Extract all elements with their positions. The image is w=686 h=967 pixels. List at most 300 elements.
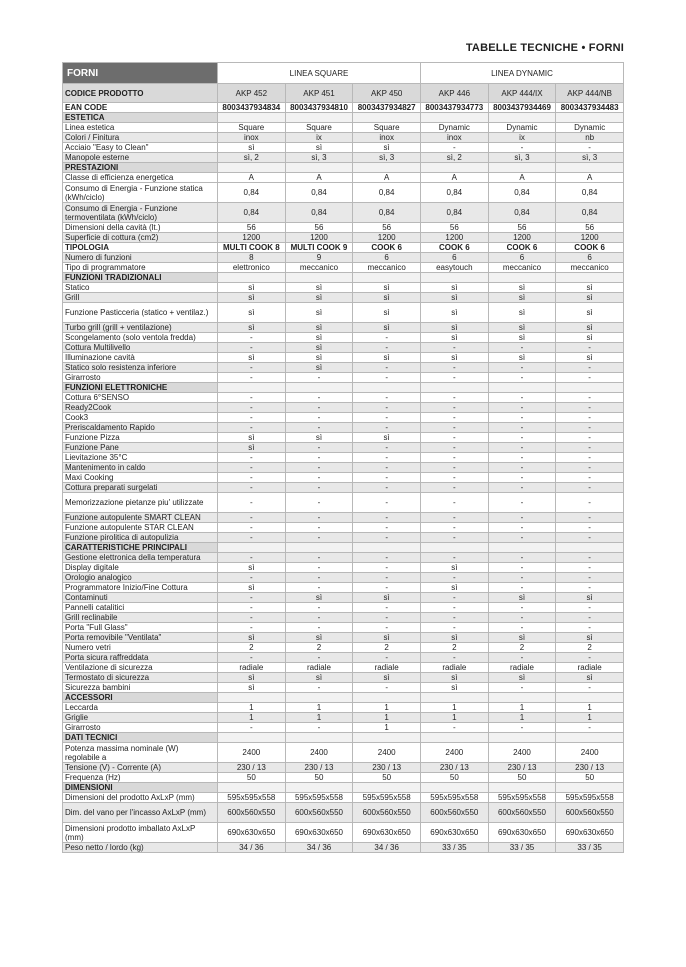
row-label: Tipo di programmatore [63, 263, 218, 273]
cell-value: 56 [285, 223, 353, 233]
cell-value: - [421, 463, 489, 473]
cell-value: sì [353, 323, 421, 333]
cell-value: 230 / 13 [421, 763, 489, 773]
cell-value: 595x595x558 [488, 793, 556, 803]
cell-value: - [218, 653, 286, 663]
cell-value: - [421, 443, 489, 453]
table-row [63, 463, 624, 473]
table-row [63, 183, 624, 203]
table-row [63, 633, 624, 643]
table-row [63, 663, 624, 673]
table-row [63, 593, 624, 603]
row-label: Potenza massima nominale (W) regolabile a [63, 743, 218, 763]
section-row [63, 163, 624, 173]
cell-value: sì [353, 353, 421, 363]
cell-value: - [488, 573, 556, 583]
section-blank-cell [353, 543, 421, 553]
cell-value: ix [285, 133, 353, 143]
section-blank-cell [353, 733, 421, 743]
table-row [63, 403, 624, 413]
cell-value: meccanico [353, 263, 421, 273]
cell-value: inox [421, 133, 489, 143]
row-label: Funzione autopulente SMART CLEAN [63, 513, 218, 523]
cell-value: AKP 452 [218, 84, 286, 103]
cell-value: - [218, 423, 286, 433]
section-blank-cell [421, 783, 489, 793]
row-label: Contaminuti [63, 593, 218, 603]
cell-value: sì [488, 353, 556, 363]
table-row [63, 573, 624, 583]
cell-value: Square [285, 123, 353, 133]
cell-value: 33 / 35 [488, 843, 556, 853]
section-blank-cell [488, 693, 556, 703]
cell-value: sì [353, 433, 421, 443]
cell-value: sì [218, 633, 286, 643]
section-blank-cell [421, 273, 489, 283]
cell-value: 2400 [556, 743, 624, 763]
cell-value: 6 [421, 253, 489, 263]
cell-value: - [488, 393, 556, 403]
cell-value: - [556, 453, 624, 463]
cell-value: sì [218, 683, 286, 693]
cell-value: - [421, 603, 489, 613]
cell-value: - [421, 533, 489, 543]
table-row [63, 583, 624, 593]
cell-value: AKP 446 [421, 84, 489, 103]
table-row [63, 713, 624, 723]
cell-value: - [285, 423, 353, 433]
cell-value: Square [353, 123, 421, 133]
table-row [63, 103, 624, 113]
cell-value: - [353, 573, 421, 583]
cell-value: 0,84 [353, 203, 421, 223]
cell-value: - [421, 483, 489, 493]
cell-value: sì [556, 333, 624, 343]
section-blank-cell [421, 733, 489, 743]
row-label: Funzione pirolitica di autopulizia [63, 533, 218, 543]
cell-value: 56 [353, 223, 421, 233]
cell-value: sì [218, 353, 286, 363]
row-label: Dimensioni del prodotto AxLxP (mm) [63, 793, 218, 803]
section-label: CARATTERISTICHE PRINCIPALI [63, 543, 218, 553]
cell-value: - [556, 483, 624, 493]
cell-value: sì [353, 303, 421, 323]
cell-value: - [421, 453, 489, 463]
cell-value: sì [488, 283, 556, 293]
table-row [63, 373, 624, 383]
table-row [63, 533, 624, 543]
row-label: Turbo grill (grill + ventilazione) [63, 323, 218, 333]
row-label: Superficie di cottura (cm2) [63, 233, 218, 243]
section-row [63, 273, 624, 283]
section-blank-cell [488, 113, 556, 123]
cell-value: - [218, 523, 286, 533]
cell-value: - [285, 533, 353, 543]
cell-value: - [488, 473, 556, 483]
section-blank-cell [488, 783, 556, 793]
cell-value: sì [421, 683, 489, 693]
cell-value: Square [218, 123, 286, 133]
cell-value: - [556, 683, 624, 693]
cell-value: - [353, 333, 421, 343]
cell-value: - [488, 143, 556, 153]
cell-value: sì [556, 323, 624, 333]
cell-value: 595x595x558 [218, 793, 286, 803]
row-label: Funzione Pizza [63, 433, 218, 443]
cell-value: sì [285, 363, 353, 373]
cell-value: - [421, 143, 489, 153]
cell-value: - [353, 513, 421, 523]
row-label: Peso netto / lordo (kg) [63, 843, 218, 853]
cell-value: 600x560x550 [285, 803, 353, 823]
cell-value: sì [218, 303, 286, 323]
row-label: Mantenimento in caldo [63, 463, 218, 473]
cell-value: - [556, 363, 624, 373]
section-label: ACCESSORI [63, 693, 218, 703]
row-label: Linea estetica [63, 123, 218, 133]
cell-value: - [218, 513, 286, 523]
cell-value: 2 [556, 643, 624, 653]
cell-value: COOK 6 [488, 243, 556, 253]
cell-value: - [218, 593, 286, 603]
cell-value: sì [421, 303, 489, 323]
table-row [63, 123, 624, 133]
cell-value: - [353, 603, 421, 613]
cell-value: - [218, 463, 286, 473]
cell-value: - [488, 723, 556, 733]
table-row [63, 84, 624, 103]
section-blank-cell [488, 383, 556, 393]
cell-value: - [488, 403, 556, 413]
cell-value: - [556, 513, 624, 523]
cell-value: inox [353, 133, 421, 143]
cell-value: 2 [488, 643, 556, 653]
section-blank-cell [353, 693, 421, 703]
cell-value: 0,84 [218, 203, 286, 223]
cell-value: 690x630x650 [488, 823, 556, 843]
table-row [63, 723, 624, 733]
cell-value: - [421, 523, 489, 533]
table-row [63, 643, 624, 653]
cell-value: sì, 2 [218, 153, 286, 163]
cell-value: - [285, 613, 353, 623]
cell-value: A [556, 173, 624, 183]
cell-value: 50 [285, 773, 353, 783]
cell-value: - [285, 523, 353, 533]
cell-value: AKP 444/NB [556, 84, 624, 103]
table-row [63, 623, 624, 633]
table-row [63, 683, 624, 693]
cell-value: - [488, 453, 556, 463]
cell-value: - [488, 623, 556, 633]
cell-value: sì [488, 633, 556, 643]
cell-value: sì [556, 633, 624, 643]
section-blank-cell [556, 543, 624, 553]
cell-value: - [218, 533, 286, 543]
cell-value: Dynamic [488, 123, 556, 133]
cell-value: 8003437934834 [218, 103, 286, 113]
cell-value: 1 [218, 713, 286, 723]
row-label: Consumo di Energia - Funzione statica (kWh/ciclo) [63, 183, 218, 203]
cell-value: meccanico [556, 263, 624, 273]
row-label: Girarrosto [63, 373, 218, 383]
row-label: Pannelli catalitici [63, 603, 218, 613]
cell-value: - [218, 603, 286, 613]
cell-value: sì [421, 353, 489, 363]
section-blank-cell [421, 383, 489, 393]
cell-value: COOK 6 [353, 243, 421, 253]
cell-value: 50 [218, 773, 286, 783]
section-blank-cell [285, 383, 353, 393]
cell-value: sì [353, 673, 421, 683]
cell-value: - [421, 573, 489, 583]
cell-value: - [421, 623, 489, 633]
cell-value: sì [285, 343, 353, 353]
cell-value: sì [488, 593, 556, 603]
cell-value: - [556, 433, 624, 443]
cell-value: - [556, 533, 624, 543]
cell-value: sì [285, 433, 353, 443]
cell-value: - [353, 423, 421, 433]
cell-value: sì [285, 333, 353, 343]
row-label: Memorizzazione pietanze piu' utilizzate [63, 493, 218, 513]
cell-value: - [353, 493, 421, 513]
cell-value: - [218, 473, 286, 483]
cell-value: - [285, 393, 353, 403]
cell-value: 600x560x550 [556, 803, 624, 823]
cell-value: 0,84 [285, 183, 353, 203]
cell-value: sì [218, 443, 286, 453]
table-row [63, 603, 624, 613]
section-label: FUNZIONI ELETTRONICHE [63, 383, 218, 393]
cell-value: radiale [353, 663, 421, 673]
cell-value: - [488, 553, 556, 563]
cell-value: AKP 451 [285, 84, 353, 103]
section-blank-cell [218, 543, 286, 553]
row-label: Gestione elettronica della temperatura [63, 553, 218, 563]
row-label: Porta removibile "Ventilata" [63, 633, 218, 643]
cell-value: - [353, 553, 421, 563]
cell-value: - [488, 613, 556, 623]
cell-value: sì [556, 303, 624, 323]
cell-value: 0,84 [353, 183, 421, 203]
cell-value: sì [421, 323, 489, 333]
cell-value: - [556, 143, 624, 153]
cell-value: - [488, 493, 556, 513]
table-row [63, 253, 624, 263]
row-label: Leccarda [63, 703, 218, 713]
section-blank-cell [556, 783, 624, 793]
cell-value: - [556, 403, 624, 413]
section-blank-cell [556, 733, 624, 743]
section-row [63, 113, 624, 123]
cell-value: 0,84 [421, 183, 489, 203]
cell-value: - [285, 413, 353, 423]
cell-value: sì [421, 633, 489, 643]
row-label: Lievitazione 35°C [63, 453, 218, 463]
section-blank-cell [218, 113, 286, 123]
cell-value: - [285, 653, 353, 663]
cell-value: - [353, 683, 421, 693]
cell-value: sì [488, 293, 556, 303]
cell-value: 56 [421, 223, 489, 233]
section-blank-cell [488, 163, 556, 173]
cell-value: 600x560x550 [421, 803, 489, 823]
cell-value: - [421, 553, 489, 563]
cell-value: - [421, 493, 489, 513]
cell-value: 1200 [218, 233, 286, 243]
section-blank-cell [556, 273, 624, 283]
cell-value: sì [218, 563, 286, 573]
cell-value: - [218, 483, 286, 493]
table-row [63, 143, 624, 153]
row-label: Numero vetri [63, 643, 218, 653]
cell-value: 595x595x558 [353, 793, 421, 803]
section-row [63, 783, 624, 793]
row-label: Sicurezza bambini [63, 683, 218, 693]
cell-value: - [488, 583, 556, 593]
table-row [63, 793, 624, 803]
row-label: Colori / Finitura [63, 133, 218, 143]
cell-value: - [285, 683, 353, 693]
cell-value: sì [353, 143, 421, 153]
cell-value: - [353, 613, 421, 623]
cell-value: 2400 [353, 743, 421, 763]
table-row [63, 673, 624, 683]
cell-value: sì [285, 143, 353, 153]
table-row [63, 333, 624, 343]
cell-value: - [421, 513, 489, 523]
cell-value: - [353, 413, 421, 423]
cell-value: 6 [556, 253, 624, 263]
cell-value: 1 [421, 703, 489, 713]
section-blank-cell [556, 693, 624, 703]
cell-value: - [353, 363, 421, 373]
section-blank-cell [488, 273, 556, 283]
cell-value: - [556, 393, 624, 403]
cell-value: 1 [285, 703, 353, 713]
cell-value: 2400 [285, 743, 353, 763]
cell-value: radiale [488, 663, 556, 673]
cell-value: 0,84 [488, 203, 556, 223]
cell-value: - [218, 343, 286, 353]
cell-value: - [218, 623, 286, 633]
section-blank-cell [218, 163, 286, 173]
cell-value: - [285, 373, 353, 383]
row-label: Griglie [63, 713, 218, 723]
cell-value: - [353, 443, 421, 453]
cell-value: 1 [488, 703, 556, 713]
cell-value: - [421, 423, 489, 433]
cell-value: sì, 3 [488, 153, 556, 163]
cell-value: 690x630x650 [421, 823, 489, 843]
table-row [63, 743, 624, 763]
cell-value: - [556, 343, 624, 353]
cell-value: 2 [421, 643, 489, 653]
cell-value: ix [488, 133, 556, 143]
section-row [63, 383, 624, 393]
cell-value: inox [218, 133, 286, 143]
cell-value: 600x560x550 [353, 803, 421, 823]
cell-value: 1 [353, 713, 421, 723]
cell-value: - [556, 723, 624, 733]
cell-value: 1200 [285, 233, 353, 243]
cell-value: 1 [353, 723, 421, 733]
cell-value: 690x630x650 [353, 823, 421, 843]
table-row [63, 133, 624, 143]
cell-value: - [285, 443, 353, 453]
row-label: Scongelamento (solo ventola fredda) [63, 333, 218, 343]
table-row [63, 513, 624, 523]
row-label: Acciaio "Easy to Clean" [63, 143, 218, 153]
cell-value: - [556, 653, 624, 663]
section-blank-cell [353, 783, 421, 793]
table-row [63, 433, 624, 443]
cell-value: 1 [218, 703, 286, 713]
cell-value: - [556, 583, 624, 593]
row-label: Cottura Multilivello [63, 343, 218, 353]
section-blank-cell [285, 783, 353, 793]
cell-value: sì [421, 673, 489, 683]
cell-value: 2 [285, 643, 353, 653]
table-row [63, 173, 624, 183]
cell-value: - [421, 373, 489, 383]
cell-value: 2400 [421, 743, 489, 763]
table-row [63, 263, 624, 273]
cell-value: A [353, 173, 421, 183]
cell-value: 1 [488, 713, 556, 723]
cell-value: - [556, 573, 624, 583]
cell-value: sì [421, 583, 489, 593]
table-row [63, 223, 624, 233]
cell-value: 1200 [488, 233, 556, 243]
row-label: Orologio analogico [63, 573, 218, 583]
row-label: Statico solo resistenza inferiore [63, 363, 218, 373]
cell-value: 0,84 [556, 203, 624, 223]
cell-value: A [421, 173, 489, 183]
cell-value: sì, 3 [285, 153, 353, 163]
cell-value: 6 [353, 253, 421, 263]
spec-table-body [63, 63, 624, 853]
cell-value: - [285, 493, 353, 513]
cell-value: meccanico [488, 263, 556, 273]
cell-value: 50 [556, 773, 624, 783]
cell-value: 50 [421, 773, 489, 783]
cell-value: sì, 3 [556, 153, 624, 163]
table-row [63, 323, 624, 333]
cell-value: 1 [353, 703, 421, 713]
cell-value: 8 [218, 253, 286, 263]
spec-table [62, 62, 624, 853]
cell-value: - [421, 593, 489, 603]
cell-value: - [556, 493, 624, 513]
row-label: Cottura 6°SENSO [63, 393, 218, 403]
cell-value: sì [285, 353, 353, 363]
table-row [63, 283, 624, 293]
row-label: TIPOLOGIA [63, 243, 218, 253]
cell-value: - [556, 523, 624, 533]
table-row [63, 443, 624, 453]
cell-value: - [488, 563, 556, 573]
section-label: ESTETICA [63, 113, 218, 123]
cell-value: A [488, 173, 556, 183]
cell-value: sì [353, 633, 421, 643]
section-blank-cell [218, 783, 286, 793]
cell-value: 34 / 36 [353, 843, 421, 853]
cell-value: sì [285, 593, 353, 603]
row-label: Porta "Full Glass" [63, 623, 218, 633]
cell-value: sì [556, 593, 624, 603]
